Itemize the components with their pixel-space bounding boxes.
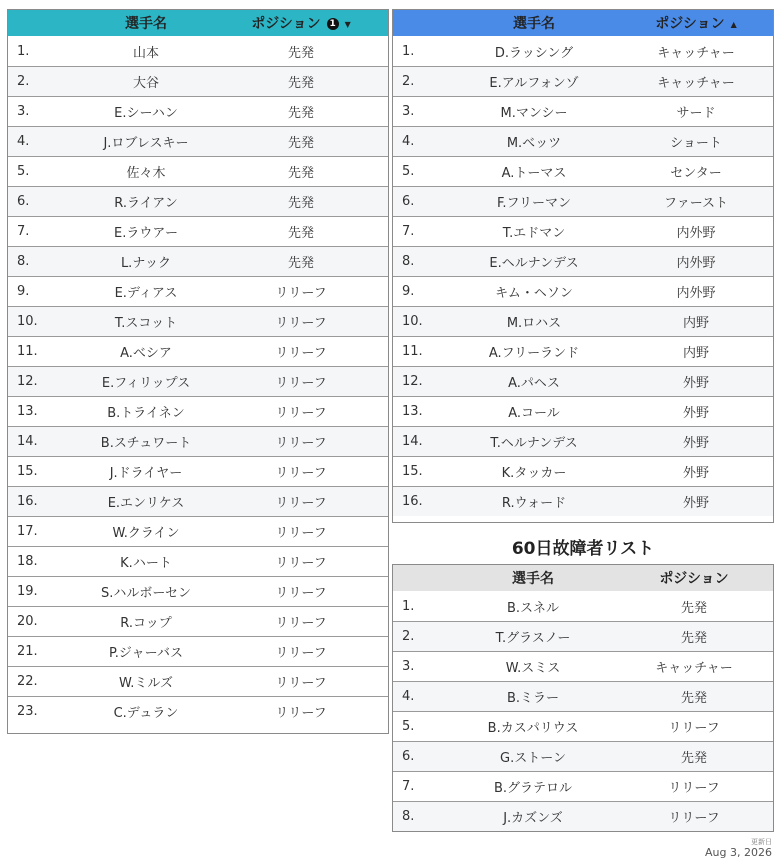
row-number: 16. (402, 494, 423, 509)
player-position: リリーフ (668, 721, 720, 736)
row-number: 14. (17, 434, 38, 449)
player-position: リリーフ (275, 616, 327, 631)
table-row (8, 366, 388, 396)
player-position: リリーフ (275, 706, 327, 721)
player-position: リリーフ (275, 586, 327, 601)
row-number: 3. (17, 104, 30, 119)
table-row (393, 711, 773, 741)
player-position: ファースト (663, 196, 729, 211)
table-row (8, 696, 388, 726)
row-number: 8. (402, 809, 415, 824)
table-row (393, 186, 773, 216)
table-row (393, 801, 773, 831)
table-row (393, 366, 773, 396)
sort-desc-icon: ▼ (344, 19, 351, 29)
table-row (393, 246, 773, 276)
player-name: J.カズンズ (503, 811, 563, 826)
table-row (393, 456, 773, 486)
row-number: 6. (402, 749, 415, 764)
player-position: センター (670, 166, 722, 181)
player-name: T.ヘルナンデス (490, 436, 578, 451)
player-position: リリーフ (275, 406, 327, 421)
row-number: 5. (17, 164, 30, 179)
player-name: C.デュラン (113, 706, 179, 721)
table-row (8, 576, 388, 606)
player-name: 山本 (132, 45, 159, 61)
row-number: 2. (402, 74, 415, 89)
player-name: R.ウォード (501, 496, 567, 511)
player-name: J.ドライヤー (109, 466, 183, 481)
player-position: 外野 (682, 376, 709, 391)
player-name: W.スミス (505, 661, 561, 676)
table-row (393, 156, 773, 186)
table-row (393, 66, 773, 96)
row-number: 12. (402, 374, 423, 389)
row-number: 17. (17, 524, 38, 539)
player-position: リリーフ (275, 526, 327, 541)
player-name: A.ベシア (120, 346, 172, 361)
table-row (8, 216, 388, 246)
table-row (393, 621, 773, 651)
row-number: 7. (17, 224, 30, 239)
player-position: 外野 (682, 436, 709, 451)
table-row (8, 606, 388, 636)
row-number: 2. (402, 629, 415, 644)
player-position: 先発 (287, 226, 314, 241)
table-row (393, 681, 773, 711)
player-position: 内外野 (676, 226, 716, 241)
table-row (393, 651, 773, 681)
column-header-position[interactable]: ポジション (659, 571, 729, 587)
table-row (393, 36, 773, 66)
player-name: B.トライネン (107, 406, 185, 421)
row-number: 8. (17, 254, 30, 269)
row-number: 16. (17, 494, 38, 509)
table-row (393, 486, 773, 516)
table-row (8, 426, 388, 456)
row-number: 7. (402, 224, 415, 239)
player-name: F.フリーマン (496, 196, 571, 211)
fielders-table-header (393, 10, 773, 36)
player-position: リリーフ (275, 376, 327, 391)
row-number: 3. (402, 659, 415, 674)
player-position: 内野 (682, 346, 709, 361)
player-position: リリーフ (275, 436, 327, 451)
player-position: 先発 (287, 136, 314, 151)
player-position: リリーフ (275, 556, 327, 571)
player-position: 先発 (287, 45, 314, 61)
column-header-position-label: ポジション (655, 16, 725, 32)
player-position: 内外野 (676, 286, 716, 301)
row-number: 7. (402, 779, 415, 794)
row-number: 23. (17, 704, 38, 719)
player-name: M.マンシー (500, 106, 568, 121)
table-row (393, 216, 773, 246)
column-header-name[interactable]: 選手名 (513, 16, 555, 32)
player-position: 先発 (287, 256, 314, 271)
row-number: 9. (402, 284, 415, 299)
player-position: リリーフ (275, 676, 327, 691)
player-position: 先発 (287, 106, 314, 121)
player-position: 先発 (680, 600, 707, 616)
player-position: 外野 (682, 496, 709, 511)
player-position: サード (676, 106, 716, 121)
table-row (8, 186, 388, 216)
column-header-name[interactable]: 選手名 (512, 571, 554, 587)
row-number: 8. (402, 254, 415, 269)
player-name: T.グラスノー (495, 631, 571, 646)
table-row (8, 96, 388, 126)
player-name: B.グラテロル (493, 781, 573, 796)
player-name: M.ベッツ (506, 136, 562, 151)
player-position: 外野 (682, 466, 709, 481)
player-position: リリーフ (275, 346, 327, 361)
player-position: キャッチャー (657, 76, 735, 91)
table-row (393, 306, 773, 336)
table-row (8, 636, 388, 666)
row-number: 5. (402, 164, 415, 179)
row-number: 1. (17, 43, 30, 59)
row-number: 10. (17, 314, 38, 329)
player-name: B.ミラー (506, 691, 560, 706)
row-number: 15. (402, 464, 423, 479)
table-row (8, 486, 388, 516)
table-row (393, 771, 773, 801)
player-name: G.ストーン (500, 751, 566, 766)
injured-list-table (392, 564, 774, 832)
row-number: 13. (17, 404, 38, 419)
player-name: P.ジャーバス (108, 646, 184, 661)
row-number: 9. (17, 284, 30, 299)
player-name: A.パヘス (508, 376, 560, 391)
row-number: 1. (402, 43, 415, 59)
player-position: 先発 (680, 691, 707, 706)
player-name: M.ロハス (506, 316, 562, 331)
player-position: リリーフ (275, 286, 327, 301)
table-row (393, 741, 773, 771)
player-position: 先発 (287, 196, 314, 211)
player-position: リリーフ (275, 316, 327, 331)
table-row (393, 591, 773, 621)
table-row (8, 666, 388, 696)
player-name: T.エドマン (502, 226, 566, 241)
player-position: 先発 (680, 751, 707, 766)
player-name: R.コップ (120, 616, 172, 631)
table-row (8, 516, 388, 546)
last-updated-label: 更新日 (751, 838, 772, 846)
row-number: 4. (402, 134, 415, 149)
player-name: キム・ヘソン (495, 286, 573, 301)
player-name: A.フリーランド (488, 346, 580, 361)
table-row (393, 276, 773, 306)
table-row (8, 36, 388, 66)
table-row (8, 456, 388, 486)
player-name: A.コール (508, 406, 560, 421)
row-number: 3. (402, 104, 415, 119)
row-number: 18. (17, 554, 38, 569)
pitchers-table (7, 9, 389, 734)
fielders-table (392, 9, 774, 523)
column-header-position[interactable] (619, 13, 773, 33)
table-row (8, 546, 388, 576)
player-name: B.スネル (506, 600, 560, 616)
player-name: B.スチュワート (100, 436, 192, 451)
row-number: 6. (17, 194, 30, 209)
player-name: 佐々木 (126, 166, 166, 181)
player-position: 先発 (287, 166, 314, 181)
row-number: 4. (402, 689, 415, 704)
last-updated-date: Aug 3, 2026 (705, 846, 772, 859)
player-name: L.ナック (120, 256, 172, 271)
row-number: 13. (402, 404, 423, 419)
row-number: 11. (402, 344, 423, 359)
table-row (8, 126, 388, 156)
fielders-table-body (393, 36, 773, 516)
table-row (8, 306, 388, 336)
row-number: 10. (402, 314, 423, 329)
player-name: S.ハルボーセン (100, 586, 192, 601)
player-name: W.ミルズ (118, 676, 174, 691)
table-row (8, 246, 388, 276)
table-row (8, 336, 388, 366)
player-position: 先発 (680, 631, 707, 646)
player-position: リリーフ (275, 496, 327, 511)
player-position: リリーフ (668, 781, 720, 796)
player-name: E.アルフォンゾ (489, 76, 579, 91)
column-header-position-label: ポジション (251, 16, 321, 32)
player-name: R.ライアン (114, 196, 178, 211)
row-number: 12. (17, 374, 38, 389)
row-number: 14. (402, 434, 423, 449)
table-row (393, 426, 773, 456)
player-name: E.ラウアー (114, 226, 178, 241)
pitchers-table-header (8, 10, 388, 36)
pitchers-table-body (8, 36, 388, 726)
table-row (393, 396, 773, 426)
table-row (393, 96, 773, 126)
player-name: A.トーマス (501, 166, 567, 181)
row-number: 6. (402, 194, 415, 209)
player-position: リリーフ (668, 811, 720, 826)
table-row (393, 126, 773, 156)
table-row (8, 156, 388, 186)
row-number: 11. (17, 344, 38, 359)
table-row (8, 396, 388, 426)
injured-list-body (393, 591, 773, 831)
player-name: K.ハート (120, 556, 172, 571)
row-number: 4. (17, 134, 30, 149)
row-number: 19. (17, 584, 38, 599)
player-position: 内外野 (676, 256, 716, 271)
player-position: リリーフ (275, 646, 327, 661)
sort-asc-icon: ▲ (730, 19, 737, 29)
player-name: E.ヘルナンデス (489, 256, 579, 271)
row-number: 1. (402, 598, 415, 614)
player-name: B.カスパリウス (487, 721, 579, 736)
row-number: 2. (17, 74, 30, 89)
row-number: 20. (17, 614, 38, 629)
sort-order-badge: 1 (327, 18, 339, 30)
table-row (8, 276, 388, 306)
player-name: E.シーハン (114, 106, 178, 121)
injured-list-title: 60日故障者リスト (511, 539, 655, 559)
injured-list-header (393, 565, 773, 591)
player-name: E.ディアス (114, 286, 178, 301)
player-position: リリーフ (275, 466, 327, 481)
player-name: E.エンリケス (107, 496, 185, 511)
player-position: 外野 (682, 406, 709, 421)
table-row (8, 66, 388, 96)
column-header-name[interactable]: 選手名 (125, 16, 167, 32)
player-name: J.ロブレスキー (103, 136, 189, 151)
player-name: D.ラッシング (494, 45, 574, 61)
player-position: ショート (670, 136, 722, 151)
row-number: 15. (17, 464, 38, 479)
row-number: 5. (402, 719, 415, 734)
player-position: 内野 (682, 316, 709, 331)
player-position: キャッチャー (657, 45, 735, 61)
player-position: キャッチャー (655, 661, 733, 676)
player-position: 先発 (287, 76, 314, 91)
player-name: 大谷 (132, 76, 159, 91)
player-name: T.スコット (114, 316, 178, 331)
player-name: K.タッカー (501, 466, 567, 481)
table-row (393, 336, 773, 366)
column-header-position[interactable] (226, 13, 376, 33)
row-number: 21. (17, 644, 38, 659)
player-name: W.クライン (112, 526, 180, 541)
player-name: E.フィリップス (101, 376, 191, 391)
row-number: 22. (17, 674, 38, 689)
